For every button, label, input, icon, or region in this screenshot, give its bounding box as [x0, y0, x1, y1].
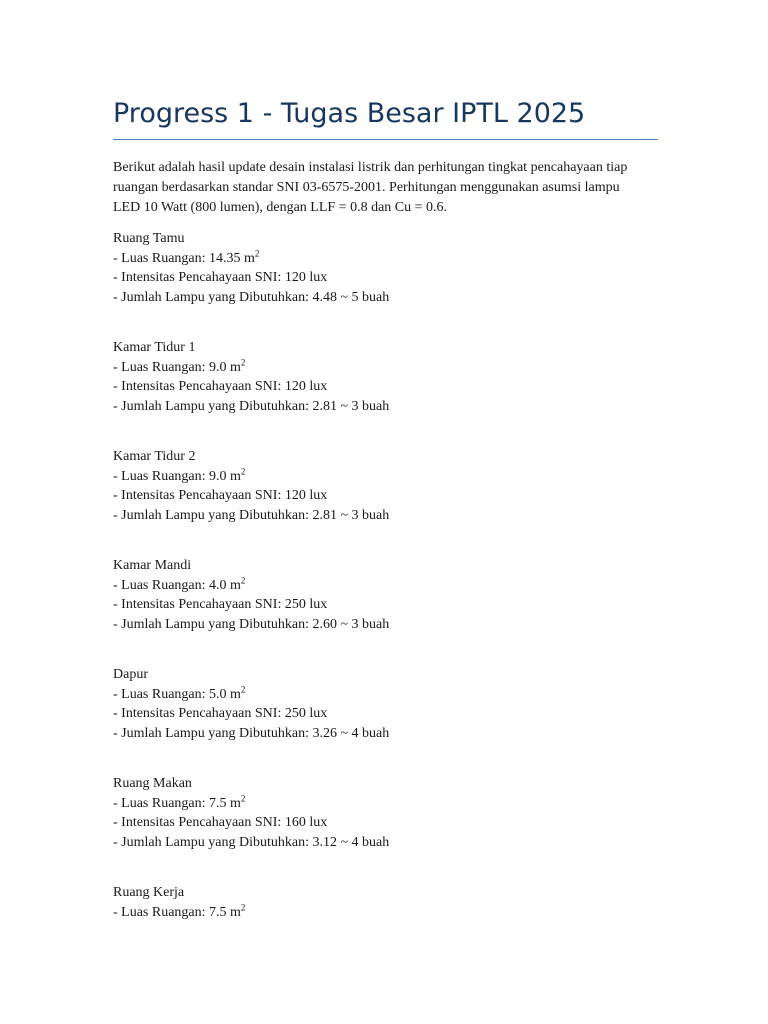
room-area-line: - Luas Ruangan: 9.0 $m^2$: [113, 465, 246, 484]
room-intensity-value: 160: [284, 815, 306, 830]
room-area-line: - Luas Ruangan: 14.35 $m^2$: [113, 247, 260, 266]
room-area-line: - Luas Ruangan: 7.5 $m^2$: [113, 901, 246, 920]
room-block-dapur: [113, 665, 658, 743]
room-lamps-line: - Jumlah Lampu yang Dibutuhkan: 3.26 ~ 4 buah: [113, 725, 390, 741]
room-lamps-value: 2.81 ~ 3: [312, 398, 359, 414]
room-intensity-value: 120: [284, 270, 306, 285]
room-area-line: - Luas Ruangan: 9.0 $m^2$: [113, 356, 246, 375]
room-intensity-line: - Intensitas Pencahayaan SNI: 120 lux: [113, 379, 328, 394]
room-lamps-line: - Jumlah Lampu yang Dibutuhkan: 3.12 ~ 4 buah: [113, 834, 390, 850]
room-area-line: - Luas Ruangan: 7.5 $m^2$: [113, 792, 246, 811]
room-area-value: 7.5: [209, 795, 227, 811]
title-underline: [113, 139, 658, 140]
room-lamps-line: - Jumlah Lampu yang Dibutuhkan: 2.60 ~ 3 buah: [113, 616, 390, 632]
room-block-kamar-tidur-2: [113, 447, 658, 525]
room-intensity-line: - Intensitas Pencahayaan SNI: 160 lux: [113, 815, 328, 830]
room-name: Dapur: [113, 667, 148, 682]
document-title: Progress 1 - Tugas Besar IPTL 2025: [113, 98, 586, 129]
room-lamps-value: 4.48 ~ 5: [312, 289, 359, 305]
room-block-kamar-mandi: [113, 556, 658, 634]
document-page: [113, 0, 658, 922]
room-lamps-line: - Jumlah Lampu yang Dibutuhkan: 2.81 ~ 3 buah: [113, 398, 390, 414]
room-area-value: 14.35: [209, 250, 241, 266]
room-intensity-value: 250: [284, 706, 306, 721]
room-area-value: 9.0: [209, 468, 227, 484]
room-name: Ruang Tamu: [113, 231, 185, 246]
room-lamps-value: 3.12 ~ 4: [312, 834, 359, 850]
room-lamps-value: 2.60 ~ 3: [312, 616, 359, 632]
room-area-value: 5.0: [209, 686, 227, 702]
room-lamps-value: 2.81 ~ 3: [312, 507, 359, 523]
room-intensity-value: 120: [284, 488, 306, 503]
room-area-value: 4.0: [209, 577, 227, 593]
room-block-ruang-kerja: [113, 883, 658, 922]
room-intensity-line: - Intensitas Pencahayaan SNI: 120 lux: [113, 270, 328, 285]
room-intensity-value: 120: [284, 379, 306, 394]
room-block-kamar-tidur-1: [113, 338, 658, 416]
room-intensity-line: - Intensitas Pencahayaan SNI: 250 lux: [113, 597, 328, 612]
room-name: Kamar Tidur 1: [113, 340, 196, 355]
room-name: Kamar Tidur 2: [113, 449, 196, 464]
room-intensity-line: - Intensitas Pencahayaan SNI: 250 lux: [113, 706, 328, 721]
room-intensity-value: 250: [284, 597, 306, 612]
room-area-line: - Luas Ruangan: 4.0 $m^2$: [113, 574, 246, 593]
room-lamps-value: 3.26 ~ 4: [312, 725, 359, 741]
room-lamps-line: - Jumlah Lampu yang Dibutuhkan: 4.48 ~ 5 buah: [113, 289, 390, 305]
intro-paragraph: Berikut adalah hasil update desain instalasi listrik dan perhitungan tingkat pencahayaan tiap ruangan berdasarkan standar SNI 03-6575-2001. Perhitungan menggunakan asumsi lampu LED 10 Watt (800 lumen), dengan LLF = 0.8 dan Cu = 0.6.: [113, 160, 628, 215]
room-name: Ruang Makan: [113, 776, 192, 791]
room-intensity-line: - Intensitas Pencahayaan SNI: 120 lux: [113, 488, 328, 503]
room-area-value: 9.0: [209, 359, 227, 375]
room-area-line: - Luas Ruangan: 5.0 $m^2$: [113, 683, 246, 702]
room-area-value: 7.5: [209, 904, 227, 920]
room-block-ruang-makan: [113, 774, 658, 852]
room-name: Ruang Kerja: [113, 885, 185, 900]
room-block-ruang-tamu: [113, 229, 658, 307]
room-name: Kamar Mandi: [113, 558, 192, 573]
room-lamps-line: - Jumlah Lampu yang Dibutuhkan: 2.81 ~ 3 buah: [113, 507, 390, 523]
